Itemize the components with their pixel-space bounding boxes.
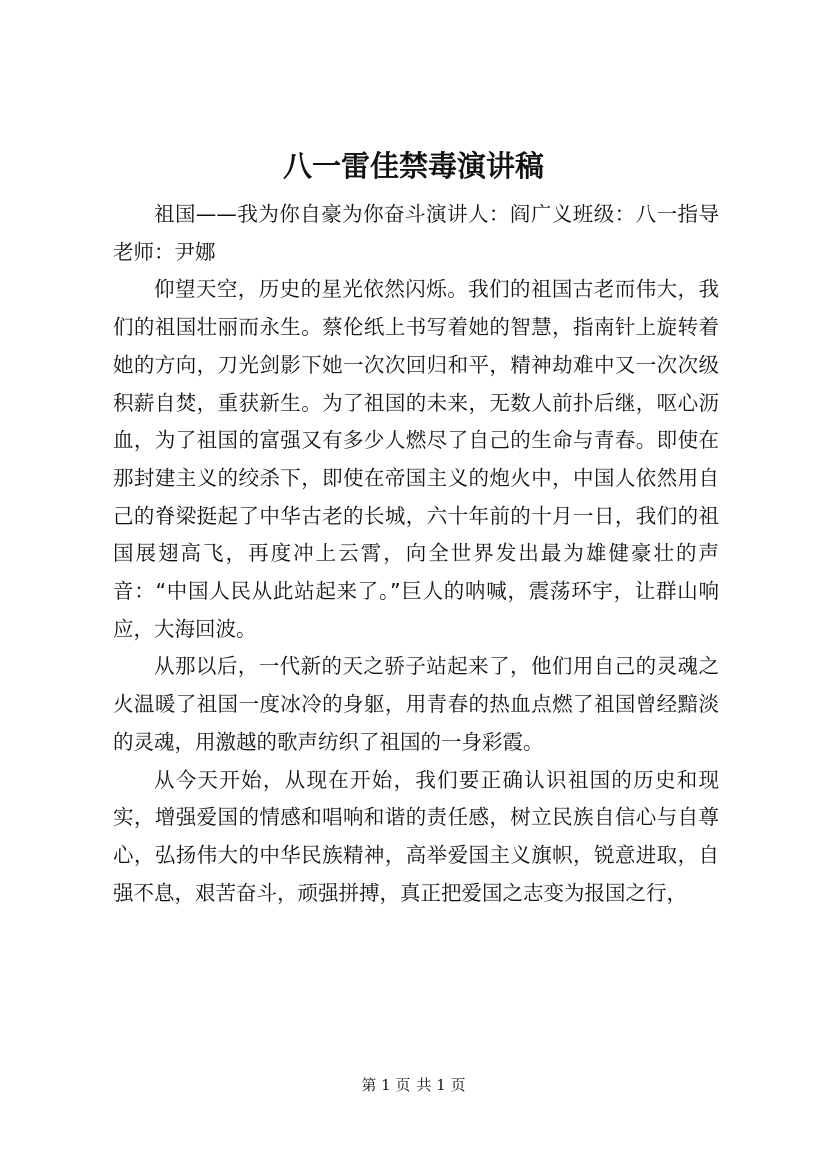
page-total: 共 1 页 (416, 1076, 466, 1094)
paragraph-1: 仰望天空，历史的星光依然闪烁。我们的祖国古老而伟大，我们的祖国壮丽而永生。蔡伦纸上书写着她的智慧，指南针上旋转着她的方向，刀光剑影下她一次次回归和平，精神劫难中又一次次级积薪自焚，重获新生。为了祖国的未来，无数人前扑后继，呕心沥血，为了祖国的富强又有多少人燃尽了自己的生命与青春。即使在那封建主义的绞杀下，即使在帝国主义的炮火中，中国人依然用自己的脊梁挺起了中华古老的长城，六十年前的十月一日，我们的祖国展翅高飞，再度冲上云霄，向全世界发出最为雄健豪壮的声音：“中国人民从此站起来了。”巨人的呐喊，震荡环宇，让群山响应，大海回波。 (113, 277, 719, 641)
paragraph-speaker-info: 祖国——我为你自豪为你奋斗演讲人：阎广义班级：八一指导老师：尹娜 (113, 202, 719, 264)
page-number: 第 1 页 (361, 1076, 411, 1094)
document-body (113, 196, 719, 912)
document-title: 八一雷佳禁毒演讲稿 (282, 149, 544, 183)
page-footer (0, 1075, 827, 1095)
paragraph-2: 从那以后，一代新的天之骄子站起来了，他们用自己的灵魂之火温暖了祖国一度冰冷的身躯，用青春的热血点燃了祖国曾经黯淡的灵魂，用激越的歌声纺织了祖国的一身彩霞。 (113, 654, 719, 754)
paragraph-3: 从今天开始，从现在开始，我们要正确认识祖国的历史和现实，增强爱国的情感和唱响和谐的责任感，树立民族自信心与自尊心，弘扬伟大的中华民族精神，高举爱国主义旗帜，锐意进取，自强不息，艰苦奋斗，顽强拼搏，真正把爱国之志变为报国之行， (113, 767, 719, 905)
